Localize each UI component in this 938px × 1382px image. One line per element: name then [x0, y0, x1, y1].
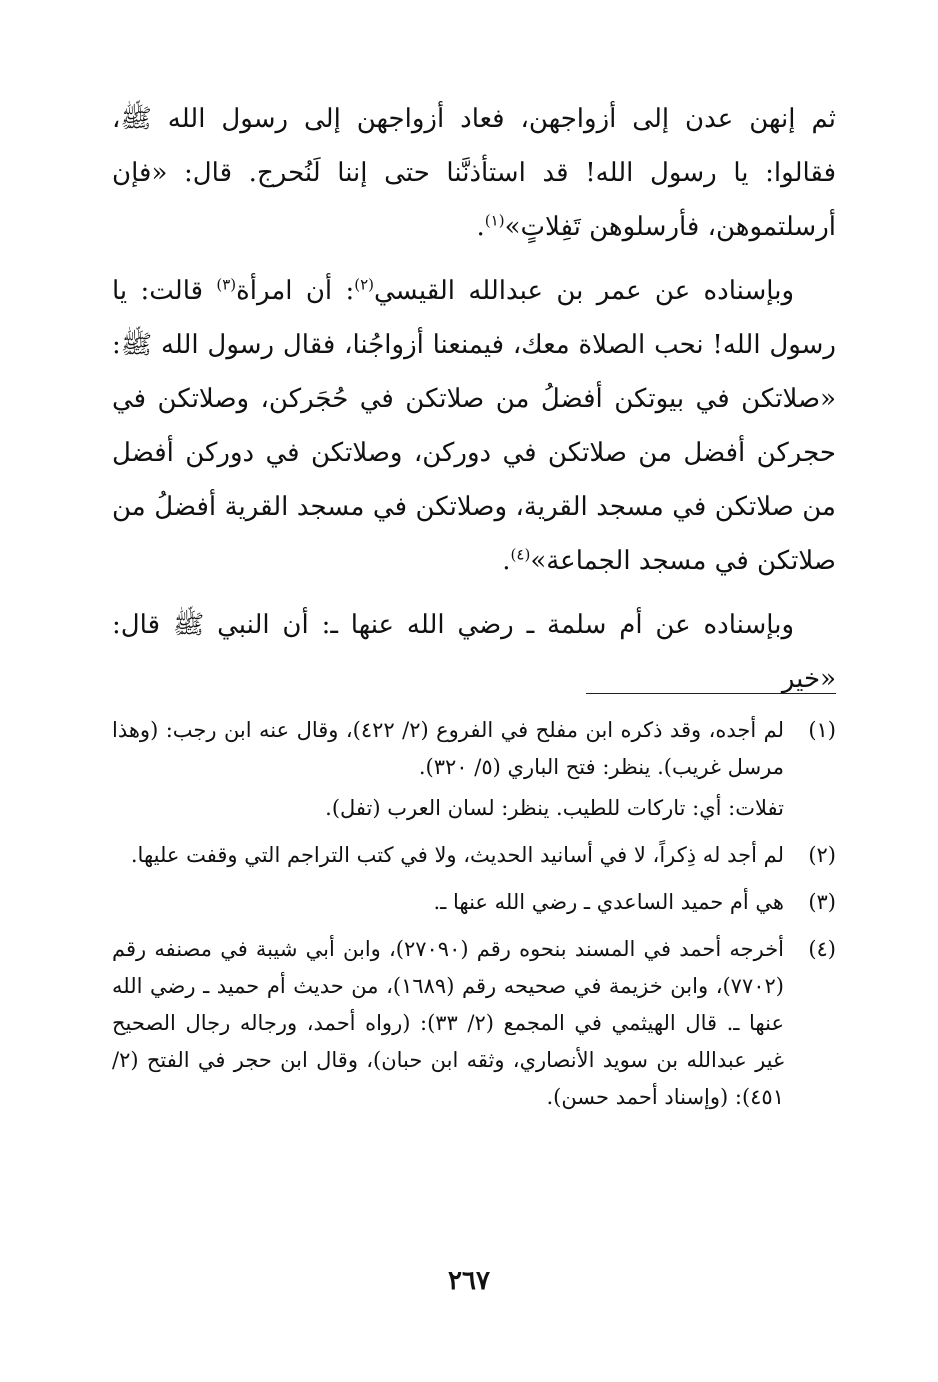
- footnote-line: أخرجه أحمد في المسند بنحوه رقم (٢٧٠٩٠)، وابن أبي شيبة في مصنفه رقم (٧٧٠٢)، وابن خزيمة في صحيحه رقم (١٦٨٩)، من حديث أم حميد ـ رضي الله عنها ـ. قال الهيثمي في المجمع (٢/ ٣٣): (رواه أحمد، ورجاله رجال الصحيح غير عبدالله بن سويد الأنصاري، وثقه ابن حبان)، وقال ابن حجر في الفتح (٢/ ٤٥١): (وإسناد أحمد حسن).: [112, 937, 785, 1109]
- page-number: ٢٦٧: [448, 1266, 490, 1296]
- footnote-2: [112, 837, 836, 874]
- footnote-body: [112, 884, 784, 921]
- paragraph-3: وبإسناده عن أم سلمة ـ رضي الله عنها ـ: أن النبي ﷺ قال: «خير: [112, 610, 836, 694]
- paragraph-2: [112, 264, 836, 588]
- footnote-body: [112, 837, 784, 874]
- footnote-4: [112, 931, 836, 1116]
- footnote-number: (٣): [808, 890, 836, 914]
- footnote-ref-2: (٢): [354, 275, 374, 294]
- footnote-number: (٢): [808, 843, 836, 867]
- paragraph-1-text: ثم إنهن عدن إلى أزواجهن، فعاد أزواجهن إلى رسول الله ﷺ، فقالوا: يا رسول الله! قد استأذنَّنا حتى إننا لَنُحرج. قال: «فإن أرسلتموهن، فأرسلوهن تَفِلاتٍ»: [112, 104, 836, 242]
- paragraph-2-end: .: [502, 546, 511, 576]
- footnote-1: [112, 712, 836, 827]
- footnote-number: (٤): [808, 937, 836, 961]
- footnote-number: (١): [808, 718, 836, 742]
- footnote-ref-4: (٤): [510, 545, 531, 564]
- main-text: [112, 92, 836, 716]
- paragraph-1: [112, 92, 836, 254]
- footnote-line: لم أجده، وقد ذكره ابن مفلح في الفروع (٢/ ٤٢٢)، وقال عنه ابن رجب: (وهذا مرسل غريب). ينظر: فتح الباري (٥/ ٣٢٠).: [112, 718, 784, 779]
- footnote-line: هي أم حميد الساعدي ـ رضي الله عنها ـ.: [433, 890, 784, 914]
- footnote-line: تفلات: أي: تاركات للطيب. ينظر: لسان العرب (تفل).: [325, 796, 784, 820]
- footnote-ref-1: (١): [484, 211, 505, 230]
- paragraph-2-text-c: قالت: يا رسول الله! نحب الصلاة معك، فيمنعنا أزواجُنا، فقال رسول الله ﷺ: «صلاتكن في بيوتكن أفضلُ من صلاتكن في حُجَركن، وصلاتكن في حجركن أفضل من صلاتكن في دوركن، وصلاتكن في دوركن أفضل من صلاتكن في مسجد القرية، وصلاتكن في مسجد القرية أفضلُ من صلاتكن في مسجد الجماعة»: [112, 276, 836, 576]
- footnote-separator: [586, 693, 836, 694]
- footnote-line: لم أجد له ذِكراً، لا في أسانيد الحديث، ولا في كتب التراجم التي وقفت عليها.: [130, 843, 784, 867]
- paragraph-2-text-b: : أن امرأة: [236, 276, 355, 306]
- footnote-body: [112, 712, 784, 827]
- footnotes: [112, 712, 836, 1126]
- footnote-3: [112, 884, 836, 921]
- footnote-ref-3: (٣): [216, 275, 237, 294]
- paragraph-2-text-a: وبإسناده عن عمر بن عبدالله القيسي: [374, 276, 795, 306]
- paragraph-1-end: .: [476, 212, 485, 242]
- footnote-body: [112, 931, 784, 1116]
